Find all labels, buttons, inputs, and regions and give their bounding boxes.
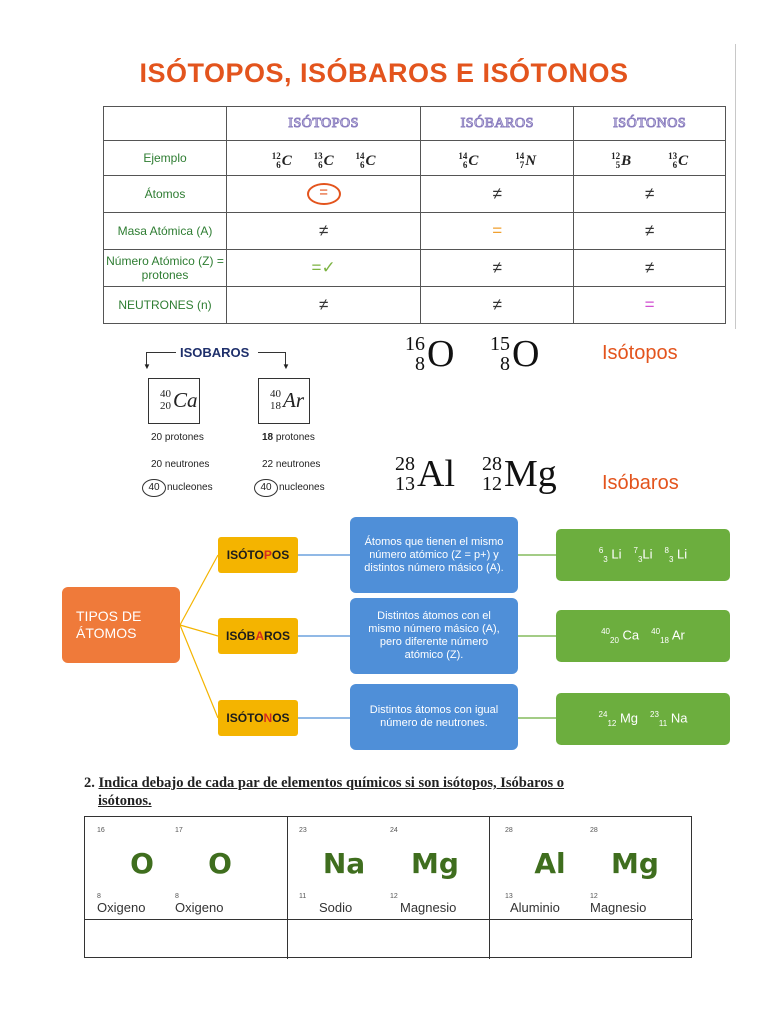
right-divider <box>735 44 736 329</box>
row-label-numero-atomico: Número Atómico (Z) = protones <box>104 250 227 287</box>
ca-protones: 20 protones <box>151 432 204 443</box>
element-cell: 28 Al 13 Aluminio <box>505 827 566 915</box>
ar-neutrones: 22 neutrones <box>262 459 321 470</box>
arrow-down-icon: ▼ <box>143 362 151 371</box>
element-cell: 17 O 8 Oxigeno <box>175 827 232 915</box>
example-na23: $^{23}_{11}$ Na <box>650 710 688 728</box>
comparison-table <box>103 106 726 324</box>
cell-masa-isotonos: ≠ <box>574 213 726 250</box>
nuclide-mg28: 28 12 Mg <box>482 453 557 495</box>
bracket-right <box>258 352 286 353</box>
examples-isotopos <box>556 529 730 581</box>
example-isotonos <box>574 141 726 176</box>
cell-masa-isobaros: = <box>421 213 574 250</box>
example-isotopos <box>227 141 421 176</box>
bracket-left <box>146 352 176 353</box>
element-box-ar: 40 18 Ar <box>258 378 310 424</box>
cell-masa-isotopos: ≠ <box>227 213 421 250</box>
nuclide: 12 5 B <box>611 151 632 170</box>
example-ca40: $^{40}_{20}$ Ca <box>601 627 640 645</box>
col-header-isotopos: ISÓTOPOS <box>227 107 421 141</box>
nuclide: 14 7 N <box>515 151 537 170</box>
element-box-ca: 40 20 Ca <box>148 378 200 424</box>
element-cell: 23 Na 11 Sodio <box>299 827 366 915</box>
cell-atomos-isotonos: ≠ <box>574 176 726 213</box>
example-li8: $^8_3$ Li <box>664 546 688 564</box>
root-node-tipos: TIPOS DE ÁTOMOS <box>62 587 180 663</box>
def-isobaros: Distintos átomos con el mismo número másico (A), pero diferente número atómico (Z). <box>350 598 518 674</box>
nuclide-o15: 15 8 O <box>490 333 540 375</box>
cell-n-isotopos: ≠ <box>227 287 421 324</box>
row-label-neutrones: NEUTRONES (n) <box>104 287 227 324</box>
cell-n-isobaros: ≠ <box>421 287 574 324</box>
example-li7: $^7_3$Li <box>633 546 653 564</box>
tag-isotopos: Isótopos <box>602 342 678 364</box>
node-isobaros: ISÓB A ROS <box>218 618 298 654</box>
example-isobaros <box>421 141 574 176</box>
cell-n-isotonos: = <box>574 287 726 324</box>
exercise-grid <box>84 816 692 958</box>
table-corner <box>104 107 227 141</box>
def-isotopos: Átomos que tienen el mismo número atómico (Z = p+) y distintos número másico (A). <box>350 517 518 593</box>
page-title: ISÓTOPOS, ISÓBAROS E ISÓTONOS <box>139 58 629 88</box>
isobaros-label: ISOBAROS <box>180 345 250 360</box>
nuclide-o16: 16 8 O <box>405 333 455 375</box>
examples-isobaros <box>556 610 730 662</box>
cell-atomos-isotopos: = <box>227 176 421 213</box>
exercise-question: 2. Indica debajo de cada par de elementos químicos si son isótopos, Isóbaros o isótonos. <box>84 775 565 809</box>
row-label-masa: Masa Atómica (A) <box>104 213 227 250</box>
example-mg24: $^{24}_{12}$ Mg <box>598 710 639 728</box>
ar-protones: 18 protones <box>262 432 315 443</box>
ca-nucleones: 40 nucleones <box>142 479 213 497</box>
def-isotonos: Distintos átomos con igual número de neutrones. <box>350 684 518 750</box>
col-header-isobaros: ISÓBAROS <box>421 107 574 141</box>
node-isotopos: ISÓTO P OS <box>218 537 298 573</box>
nuclide: 13 6 C <box>668 151 689 170</box>
tag-isobaros: Isóbaros <box>602 472 679 494</box>
row-label-ejemplo: Ejemplo <box>104 141 227 176</box>
example-ar40: $^{40}_{18}$ Ar <box>651 627 685 645</box>
nuclide: 13 6 C <box>313 151 334 170</box>
example-li6: $^6_3$ Li <box>598 546 622 564</box>
cell-atomos-isobaros: ≠ <box>421 176 574 213</box>
cell-z-isobaros: ≠ <box>421 250 574 287</box>
answer-cell-3[interactable] <box>490 920 691 957</box>
element-cell: 24 Mg 12 Magnesio <box>390 827 459 915</box>
node-isotonos: ISÓTO N OS <box>218 700 298 736</box>
nuclide-al28: 28 13 Al <box>395 453 455 495</box>
cell-z-isotonos: ≠ <box>574 250 726 287</box>
row-label-atomos: Átomos <box>104 176 227 213</box>
element-cell: 28 Mg 12 Magnesio <box>590 827 659 915</box>
ar-nucleones: 40 nucleones <box>254 479 325 497</box>
nuclide: 14 6 C <box>458 151 479 170</box>
col-header-isotonos: ISÓTONOS <box>574 107 726 141</box>
element-cell: 16 O 8 Oxigeno <box>97 827 154 915</box>
cell-z-isotopos: =✓ <box>227 250 421 287</box>
answer-cell-2[interactable] <box>288 920 489 957</box>
nuclide: 14 6 C <box>355 151 376 170</box>
arrow-down-icon: ▼ <box>282 362 290 371</box>
examples-isotonos <box>556 693 730 745</box>
answer-cell-1[interactable] <box>85 920 287 957</box>
nuclide: 12 6 C <box>271 151 292 170</box>
ca-neutrones: 20 neutrones <box>151 459 210 470</box>
